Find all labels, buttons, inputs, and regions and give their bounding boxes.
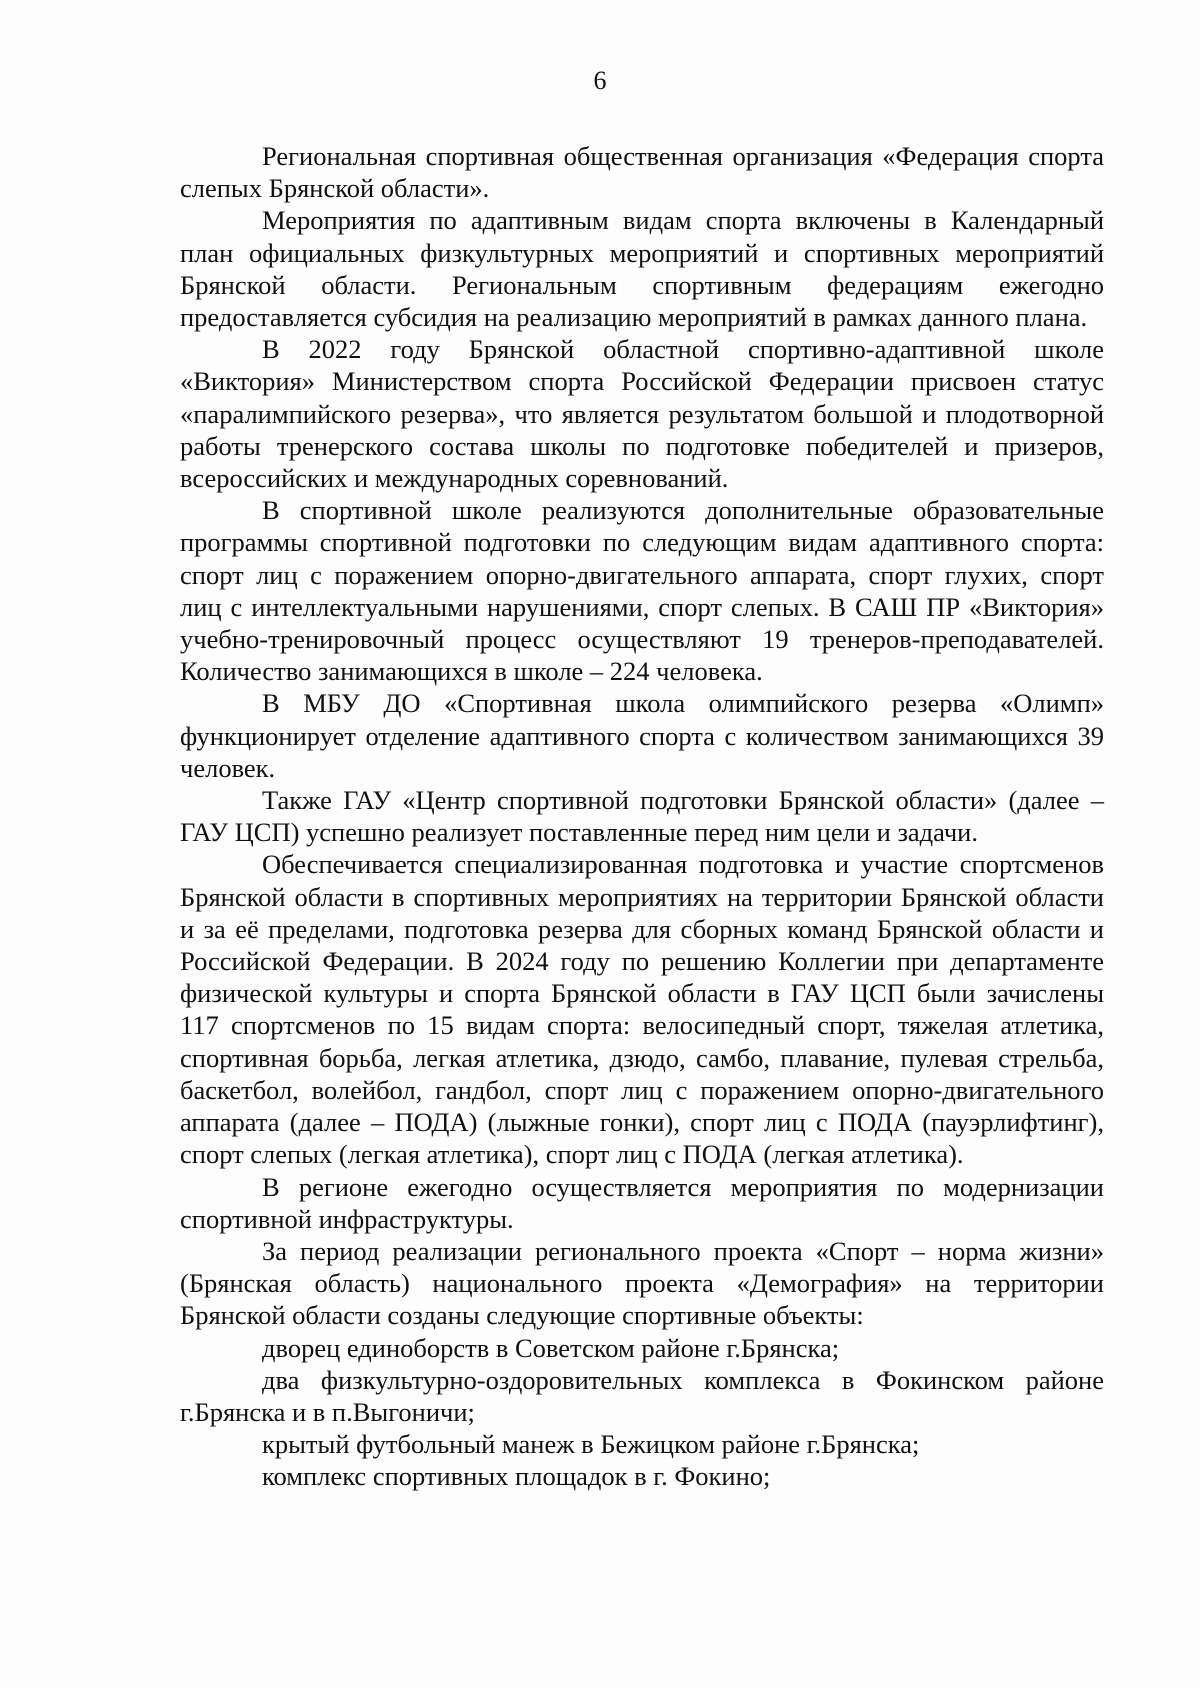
paragraph: В регионе ежегодно осуществляется мероприятия по модернизации спортивной инфраструктуры. (180, 1171, 1104, 1234)
page-number: 6 (593, 66, 607, 95)
document-body (180, 140, 1104, 1493)
paragraph: За период реализации регионального проекта «Спорт – норма жизни» (Брянская область) национального проекта «Демография» на территории Брянской области созданы следующие спортивные объекты: (180, 1235, 1104, 1331)
list-item: два физкультурно-оздоровительных комплекса в Фокинском районе г.Брянска и в п.Выгоничи; (180, 1364, 1104, 1427)
paragraph: В 2022 году Брянской областной спортивно-адаптивной школе «Виктория» Министерством спорта Российской Федерации присвоен статус «паралимпийского резерва», что является результатом большой и плодотворной работы тренерского состава школы по подготовке победителей и призеров, всероссийских и международных соревнований. (180, 334, 1104, 494)
list-item: дворец единоборств в Советском районе г.Брянска; (262, 1332, 840, 1363)
paragraph: Также ГАУ «Центр спортивной подготовки Брянской области» (далее – ГАУ ЦСП) успешно реализует поставленные перед ним цели и задачи. (180, 785, 1104, 848)
paragraph: В спортивной школе реализуются дополнительные образовательные программы спортивной подготовки по следующим видам адаптивного спорта: спорт лиц с поражением опорно-двигательного аппарата, спорт глухих, спорт лиц с интеллектуальными нарушениями, спорт слепых. В САШ ПР «Виктория» учебно-тренировочный процесс осуществляют 19 тренеров-преподавателей. Количество занимающихся в школе – 224 человека. (180, 495, 1104, 687)
paragraph: Региональная спортивная общественная организация «Федерация спорта слепых Брянской области». (180, 141, 1104, 204)
list-item: крытый футбольный манеж в Бежицком районе г.Брянска; (262, 1429, 920, 1460)
list-item: комплекс спортивных площадок в г. Фокино; (262, 1461, 771, 1492)
paragraph: В МБУ ДО «Спортивная школа олимпийского резерва «Олимп» функционирует отделение адаптивного спорта с количеством занимающихся 39 человек. (180, 688, 1104, 783)
paragraph: Мероприятия по адаптивным видам спорта включены в Календарный план официальных физкультурных мероприятий и спортивных мероприятий Брянской области. Региональным спортивным федерациям ежегодно предоставляется субсидия на реализацию мероприятий в рамках данного плана. (180, 205, 1104, 333)
paragraph: Обеспечивается специализированная подготовка и участие спортсменов Брянской области в спортивных мероприятиях на территории Брянской области и за её пределами, подготовка резерва для сборных команд Брянской области и Российской Федерации. В 2024 году по решению Коллегии при департаменте физической культуры и спорта Брянской области в ГАУ ЦСП были зачислены 117 спортсменов по 15 видам спорта: велосипедный спорт, тяжелая атлетика, спортивная борьба, легкая атлетика, дзюдо, самбо, плавание, пулевая стрельба, баскетбол, волейбол, гандбол, спорт лиц с поражением опорно-двигательного аппарата (далее – ПОДА) (лыжные гонки), спорт лиц с ПОДА (пауэрлифтинг), спорт слепых (легкая атлетика), спорт лиц с ПОДА (легкая атлетика). (180, 849, 1104, 1170)
